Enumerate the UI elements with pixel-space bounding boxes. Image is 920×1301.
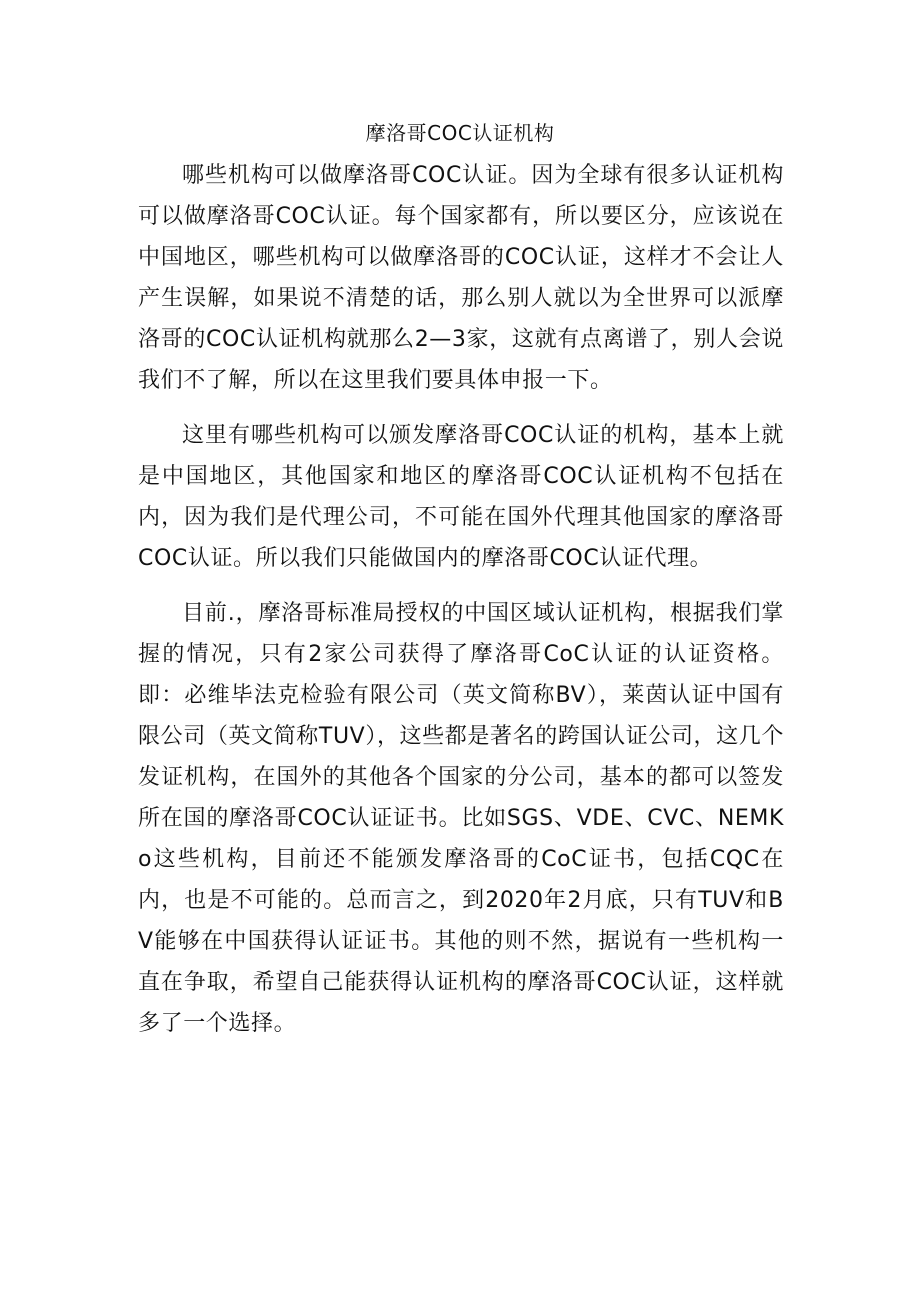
page-title: 摩洛哥COC认证机构: [365, 121, 555, 145]
paragraph-3: 目前.，摩洛哥标准局授权的中国区域认证机构，根据我们掌握的情况，只有2家公司获得了摩洛哥CoC认证的认证资格。即：必维毕法克检验有限公司（英文简称BV），莱茵认证中国有限公司（英文简称TUV），这些都是著名的跨国认证公司，这几个发证机构，在国外的其他各个国家的分公司，基本的都可以签发所在国的摩洛哥COC认证证书。比如SGS、VDE、CVC、NEMKo这些机构，目前还不能颁发摩洛哥的CoC证书，包括CQC在内，也是不可能的。总而言之，到2020年2月底，只有TUV和BV能够在中国获得认证证书。其他的则不然，据说有一些机构一直在争取，希望自己能获得认证机构的摩洛哥COC认证，这样就多了一个选择。: [138, 601, 784, 1036]
document-body: [138, 155, 784, 1058]
paragraph-1: 哪些机构可以做摩洛哥COC认证。因为全球有很多认证机构可以做摩洛哥COC认证。每个国家都有，所以要区分，应该说在中国地区，哪些机构可以做摩洛哥的COC认证，这样才不会让人产生误解，如果说不清楚的话，那么别人就以为全世界可以派摩洛哥的COC认证机构就那么2—3家，这就有点离谱了，别人会说我们不了解，所以在这里我们要具体申报一下。: [138, 163, 784, 393]
paragraph-2: 这里有哪些机构可以颁发摩洛哥COC认证的机构，基本上就是中国地区，其他国家和地区的摩洛哥COC认证机构不包括在内，因为我们是代理公司，不可能在国外代理其他国家的摩洛哥COC认证。所以我们只能做国内的摩洛哥COC认证代理。: [138, 423, 784, 571]
